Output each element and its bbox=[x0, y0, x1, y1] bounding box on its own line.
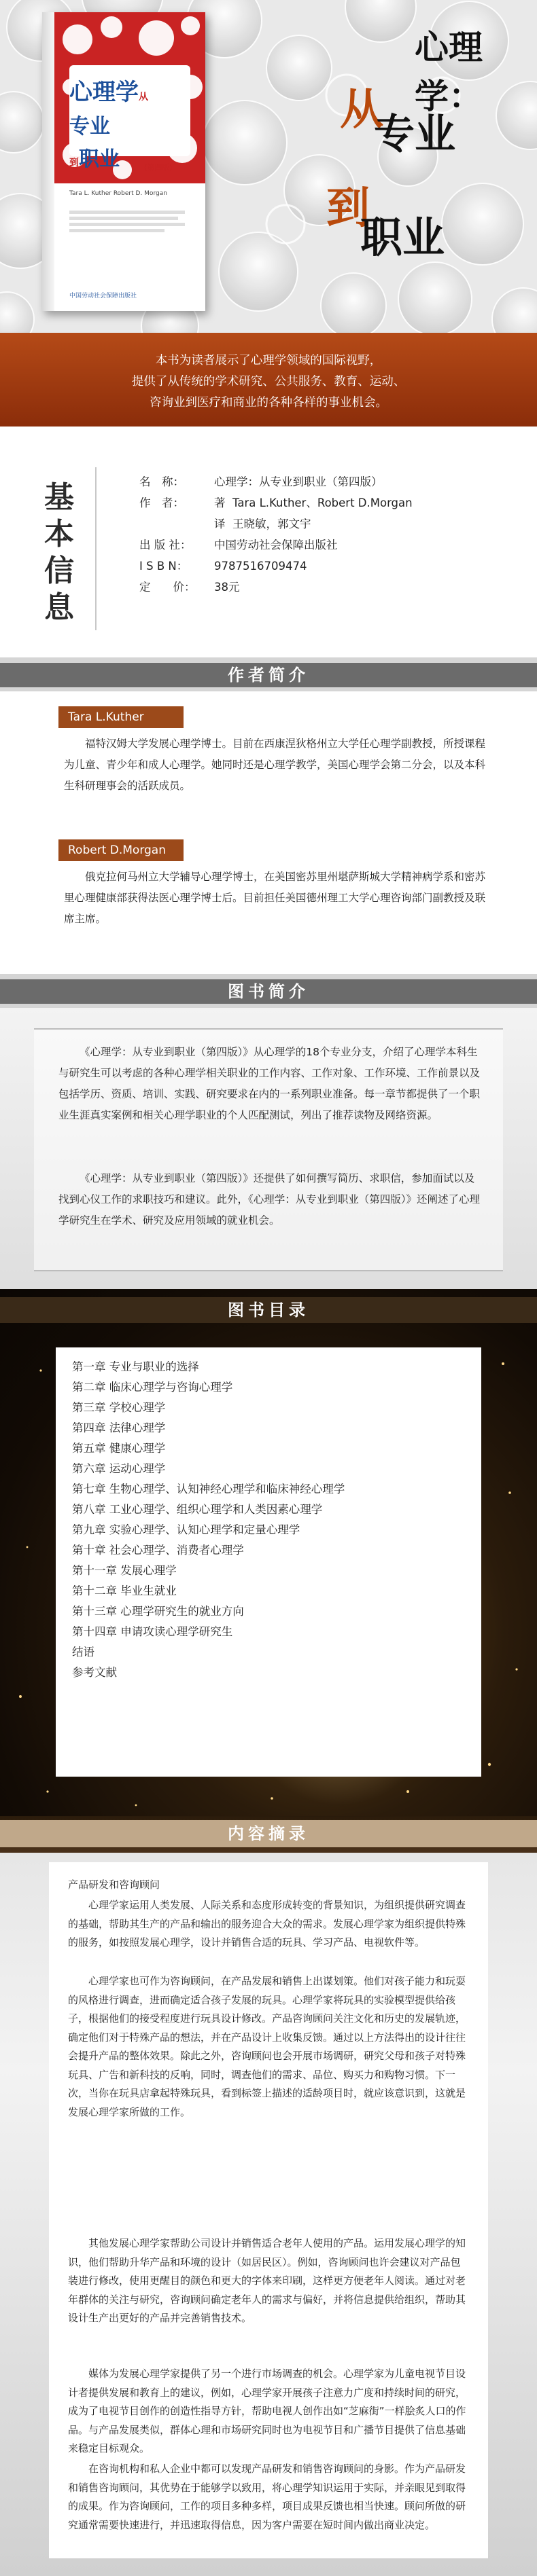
book-intro-paragraph: 《心理学：从专业到职业（第四版）》还提供了如何撰写简历、求职信，参加面试以及找到心仪工作的求职技巧和建议。此外，《心理学：从专业到职业（第四版）》还阐述了心理学研究生在学术、研究及应用领域的就业机会。 bbox=[58, 1172, 481, 1227]
book-cover-title-part1: 心理学 bbox=[69, 79, 139, 106]
basic-info-section bbox=[0, 427, 537, 657]
hero-title-from: 从 bbox=[340, 84, 383, 135]
excerpt-section bbox=[0, 1853, 537, 2576]
book-intro-section bbox=[0, 1008, 537, 1289]
toc-item: 第六章 运动心理学 bbox=[72, 1462, 166, 1475]
basic-info-heading: 基本信息 bbox=[44, 480, 74, 625]
book-spine bbox=[42, 12, 54, 311]
hero-title bbox=[299, 14, 530, 312]
toc-item: 第一章 专业与职业的选择 bbox=[72, 1360, 199, 1373]
intro-banner bbox=[0, 333, 537, 427]
basic-info-divider bbox=[95, 467, 97, 630]
author-bio: 福特汉姆大学发展心理学博士。目前在西康涅狄格州立大学任心理学副教授，所授课程为儿童、青少年和成人心理学。她同时还是心理学教学，美国心理学会第二分会，以及本科生科研理事会的活跃成员。 bbox=[64, 738, 486, 792]
info-row-translator bbox=[139, 513, 413, 534]
info-key: 出 版 社： bbox=[139, 539, 192, 551]
info-row-isbn bbox=[139, 556, 413, 577]
hero-banner bbox=[0, 0, 537, 333]
info-value: 译 王晓敏，郭文宇 bbox=[214, 518, 311, 530]
toc-item: 第十章 社会心理学、消费者心理学 bbox=[72, 1544, 244, 1557]
book-intro-paragraph: 《心理学：从专业到职业（第四版）》从心理学的18个专业分支，介绍了心理学本科生与研究生可以考虑的各种心理学相关职业的工作内容、工作对象、工作环境、工作前景以及包括学历、资质、培训、实践、研究要求在内的一系列职业准备。每一章节都提供了一个职业生涯真实案例和相关心理学职业的个人匹配测试，列出了推荐读物及网络资源。 bbox=[58, 1046, 481, 1121]
authors-section-title: 作者简介 bbox=[228, 666, 309, 685]
excerpt-section-title: 内容摘录 bbox=[228, 1824, 309, 1843]
hero-title-line3: 职业 bbox=[360, 213, 445, 262]
info-row-price bbox=[139, 577, 413, 598]
book-cover-authors: Tara L. Kuther Robert D. Morgan bbox=[69, 190, 167, 197]
toc-item: 第五章 健康心理学 bbox=[72, 1442, 166, 1455]
toc-item: 第十三章 心理学研究生的就业方向 bbox=[72, 1605, 244, 1618]
toc-item: 第十一章 发展心理学 bbox=[72, 1564, 177, 1577]
toc-section-header bbox=[0, 1289, 537, 1328]
info-key: I S B N： bbox=[139, 560, 188, 573]
book-intro-section-header bbox=[0, 974, 537, 1008]
author-bio: 俄克拉何马州立大学辅导心理学博士，在美国密苏里州堪萨斯城大学精神病学系和密苏里心理健康部获得法医心理学博士后。目前担任美国德州理工大学心理咨询部门副教授及联席主席。 bbox=[64, 871, 486, 925]
info-key: 名 称： bbox=[139, 475, 184, 488]
info-value: 9787516709474 bbox=[214, 560, 307, 573]
author-name-tag: Robert D.Morgan bbox=[58, 839, 184, 861]
info-value: 心理学：从专业到职业（第四版） bbox=[214, 475, 383, 488]
book-cover-title-part3: 职业 bbox=[79, 147, 120, 171]
book-cover-title-to: 到 bbox=[69, 158, 79, 168]
toc-item: 第二章 临床心理学与咨询心理学 bbox=[72, 1381, 233, 1394]
book-cover-publisher: 中国劳动社会保障出版社 bbox=[69, 293, 137, 300]
book-cover-blurb bbox=[69, 208, 192, 235]
toc-item: 参考文献 bbox=[72, 1666, 117, 1679]
book-cover-title-from: 从 bbox=[139, 92, 148, 103]
author-name-tag: Tara L.Kuther bbox=[58, 706, 184, 728]
toc-item: 第八章 工业心理学、组织心理学和人类因素心理学 bbox=[72, 1503, 323, 1516]
book-cover-edition: (第四版) bbox=[144, 163, 173, 172]
info-value: 中国劳动社会保障出版社 bbox=[214, 539, 338, 551]
info-value: 著 Tara L.Kuther、Robert D.Morgan bbox=[214, 496, 413, 509]
excerpt-paragraph: 媒体为发展心理学家提供了另一个进行市场调查的机会。心理学家为儿童电视节目设计者提供发展和教育上的建议，例如，心理学家开展孩子注意力广度和持续时间的研究，成为了电视节目创作的创造性指导方针，帮助电视人创作出如“芝麻街”一样脍炙人口的作品。与产品发展类似，群体心理和市场研究同时也为电视节目和广播节目提供了信息基础来稳定目标观众。 bbox=[68, 2368, 466, 2454]
excerpt-paragraph: 心理学家也可作为咨询顾问，在产品发展和销售上出谋划策。他们对孩子能力和玩耍的风格进行调查，进而确定适合孩子发展的玩具。心理学家将玩具的实验模型提供给孩子，根据他们的接受程度进行玩具设计修改。产品咨询顾问关注文化和历史的发展轨迹，确定他们对于特殊产品的想法，并在产品设计上收集反馈。通过以上方法得出的设计往往会提升产品的整体效果。除此之外，咨询顾问也会开展市场调研，研究父母和孩子对特殊玩具、广告和新科技的反响，同时，调查他们的需求、品位、购买力和购物习惯。下一次，当你在玩具店拿起特殊玩具，看到标签上描述的适龄项目时，就应该意识到，这就是发展心理学家所做的工作。 bbox=[68, 1975, 466, 2118]
excerpt-subtitle: 产品研发和咨询顾问 bbox=[68, 1879, 160, 1891]
book-intro-section-title: 图书简介 bbox=[228, 982, 309, 1001]
toc-item: 第七章 生物心理学、认知神经心理学和临床神经心理学 bbox=[72, 1483, 345, 1495]
info-row-author bbox=[139, 492, 413, 513]
basic-info-table bbox=[139, 471, 413, 598]
intro-line-3: 咨询业到医疗和商业的各种各样的事业机会。 bbox=[150, 396, 387, 410]
info-row-publisher bbox=[139, 534, 413, 556]
toc-item: 第三章 学校心理学 bbox=[72, 1401, 166, 1414]
hero-title-line2: 专业 bbox=[374, 111, 455, 158]
book-cover bbox=[42, 12, 205, 311]
toc-item: 第四章 法律心理学 bbox=[72, 1421, 166, 1434]
book-cover-title-part2: 专业 bbox=[69, 115, 110, 139]
excerpt-section-header bbox=[0, 1816, 537, 1853]
toc-section-title: 图书目录 bbox=[228, 1301, 309, 1320]
toc-item: 第十二章 毕业生就业 bbox=[72, 1584, 177, 1597]
toc-item: 第九章 实验心理学、认知心理学和定量心理学 bbox=[72, 1523, 300, 1536]
authors-section bbox=[0, 691, 537, 974]
toc-section bbox=[0, 1289, 537, 1816]
info-value: 38元 bbox=[214, 581, 240, 594]
authors-section-header bbox=[0, 657, 537, 691]
hero-title-to: 到 bbox=[326, 183, 370, 234]
toc-item: 结语 bbox=[72, 1646, 94, 1658]
info-key: 作 者： bbox=[139, 496, 184, 509]
hero-title-line1: 心理学： bbox=[415, 27, 483, 116]
excerpt-paragraph: 在咨询机构和私人企业中都可以发现产品研发和销售咨询顾问的身影。作为产品研发和销售咨询顾问，其优势在于能够学以致用，将心理学知识运用于实际，并亲眼见到取得的成果。作为咨询顾问，工作的项目多种多样，项目成果反馈也相当快速。顾问所做的研究通常需要快速进行，并迅速取得信息，因为客户需要在短时间内做出商业决定。 bbox=[68, 2463, 466, 2531]
excerpt-paragraph: 心理学家运用人类发展、人际关系和态度形成转变的背景知识，为组织提供研究调查的基础，帮助其生产的产品和输出的服务迎合大众的需求。发展心理学家为组织提供特殊的服务，如按照发展心理学，设计并销售合适的玩具、学习产品、电视软件等。 bbox=[68, 1899, 466, 1948]
info-row-name bbox=[139, 471, 413, 492]
toc-item: 第十四章 申请攻读心理学研究生 bbox=[72, 1625, 233, 1638]
excerpt-paragraph: 其他发展心理学家帮助公司设计并销售适合老年人使用的产品。运用发展心理学的知识，他们帮助升华产品和环境的设计（如居民区）。例如，咨询顾问也许会建议对产品包装进行修改，使用更醒目的颜色和更大的字体来印刷，这样更方便老年人阅读。通过对老年群体的关注与研究，咨询顾问确定老年人的需求与偏好，并将信息提供给组织，帮助其设计生产出更好的产品并完善销售技术。 bbox=[68, 2237, 466, 2324]
intro-line-2: 提供了从传统的学术研究、公共服务、教育、运动、 bbox=[131, 375, 406, 388]
info-key: 定 价： bbox=[139, 581, 196, 594]
intro-line-1: 本书为读者展示了心理学领域的国际视野， bbox=[155, 354, 382, 367]
info-key bbox=[139, 513, 214, 534]
